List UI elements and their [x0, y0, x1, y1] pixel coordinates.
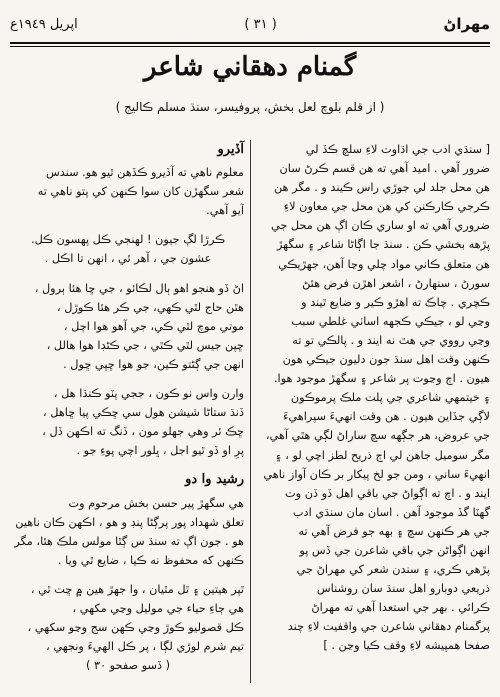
text-line: مگر سوميل جاهن لي اڄ ذريح لطز اچي لو ، ۽ — [275, 448, 490, 462]
editorial-note — [252, 140, 490, 656]
magazine-name: مهراڻ — [443, 15, 490, 33]
header-rule-thin — [10, 46, 490, 47]
poem-2 — [12, 279, 244, 374]
verse-line: هي ڄاءِ حياء جي موليل وڃي مکهي ، — [72, 601, 244, 615]
text-line: صفحا همپيشه لاءِ وقف ڪيا وڃن . ] — [323, 639, 490, 653]
text-line: ذريعي دوبارو اهل سنڌ سان روشناس — [316, 582, 490, 596]
text-line: ۽ خيتمهي شاعري جي پلت ملڪ پرموڪون — [290, 391, 490, 405]
left-column — [12, 140, 244, 687]
page-number: ( ٣١ ) — [244, 16, 277, 32]
issue-date: اپريل ١٩٤٩ع — [10, 16, 78, 32]
verse-line: تيم شرم لوڙي لڳا ، پر ڪل الهيءَ ونجهي ، — [46, 640, 244, 654]
poem-1 — [12, 230, 244, 268]
text-line: وڃي رووي جي هٿ نه ايند و . پالڪي تو ته — [292, 333, 490, 347]
text-line: هيون . اڄ وڃوت پر شاعر ۽ سگهڙ موجود هوا. — [273, 372, 490, 386]
text-line: انهن اڳواڻن جي باقي شاعرن جي ڏس پو — [299, 543, 490, 557]
text-line: ڪرجي ڪارڪنن کي هن محل جي معاون لاءِ — [283, 200, 490, 214]
text-line: [ سنڌي ادب جي اڌاوت لاءِ سلچ ڪڏ لي — [305, 143, 490, 156]
verse-line: پرِ او ڏو ٿيو اجل ، ڀلور اچي پوءِ جو . — [76, 444, 244, 458]
poet-2-intro — [12, 494, 244, 570]
text-line: هن محل جلد لي جوڙي راس ڪيند و . مگر هن — [273, 181, 490, 195]
verse-line: ڪل قصوليو ڪوڙ وڃي ڪهن سج وڃو سکهي ، — [27, 621, 244, 635]
page-header — [10, 6, 490, 42]
verse-line: ڇڪ ئر وهي جهلو مون ، ڏنگ ته اڪهن ڏل ، — [42, 425, 244, 439]
verse-line: اڻ ڏو هنجو اهو ٻال لڪائو ، جي ڇا هئا ٻرول ، — [34, 281, 244, 295]
text-line: ايند و . اچ ته اڳواڻ جي باقي اهل ڏو ڏن وت — [285, 486, 490, 500]
text-line: هو . جون اڳ ته سنڌ س ڳٿا مولس ملڪ هئا، مگر — [14, 534, 244, 548]
verse-line: ڏنڌ ستاڻا شيشن هول سي ڇڪي پيا ڇاهل ، — [43, 406, 244, 420]
verse-line: عشون جي ، آهر ئي ، انهن تا اڪل . — [44, 252, 212, 266]
text-line: ڪنهن که محفوظ نه ڪيا ، ضايع ٿي ويا . — [57, 553, 244, 567]
text-line: معلوم ناهي ته آڏيرو ڪڏهن ٿيو هو. سندس — [45, 166, 244, 180]
text-line: وڃي لو ، جيڪي ڪجهه اساٺي غلطي سبب — [291, 314, 490, 328]
article-title: گمنام دهقاني شاعر — [143, 52, 357, 82]
text-line: ضروري آهي ته او ساري ڪان اڳ هن محل جي — [270, 219, 490, 233]
text-line: جي هر ڪنهن سچ ۽ بهه جو فرض آهي ته — [298, 524, 490, 538]
article-byline: ( از قلم بلوچ لعل بخش، پروفيسر، سنڌ مسلم ڪاليج ) — [115, 100, 385, 114]
verse-line: وارن واس نو ڪون ، ججي پٽو ڪنڌا هل ، — [53, 387, 244, 401]
verse-line: موتي موچ لٿي ڪي، جي آهو هوا اڄل ، — [63, 319, 244, 333]
poet-heading: آڏيرو — [217, 142, 244, 157]
text-line: انهيءَ ساني ، ومن جو لخ پيکار بر ڪان آواز ناهي — [263, 467, 490, 481]
text-line: گهٽا گڏ موجود آهن . اسان مان سنڌي ادب — [292, 505, 490, 519]
text-line: تعلق شهداد پور پرڳڻا پنڊ و هو ، اڪهن ڪان ناهين — [15, 515, 244, 529]
text-line: پڙهه بخشي ڪن . سنڌ جا اڳاڻا شاعر ۽ سگهڙ — [276, 238, 490, 252]
text-line: پرگمنام دهقاني شاعرن جي واقفيت لاءِ چند — [287, 620, 490, 634]
poem-5 — [12, 580, 244, 656]
text-line: سورڻ ، سنهارڻ ، اشعر اهڙن فرض هئڻ — [302, 276, 490, 290]
column-divider — [250, 140, 251, 683]
text-line: پڙهي ڪري، ۽ سندن شعر کي مهراڻ جي — [296, 563, 490, 577]
text-line: ڪرائي . بهر جي استعدا آهي ته مهراڻ — [311, 601, 490, 615]
header-rule-thick — [10, 42, 490, 44]
verse-line: هٿن حاج لٿي ڪهي، جي ڪر هئا ڪوڙل ، — [57, 300, 244, 314]
verse-line: ٿپر هيتين ۽ ٿل مٿيان ، وا جهڙ هين ۾ ڇت ٿي ، — [30, 582, 244, 596]
text-line: لاڳي جڏاين هيون . هن وقت انهيءَ سپراهيءَ — [283, 410, 490, 424]
text-line: ڪچري . چاڪ ته اهڙو ڪير و ضايع ٿيند و — [301, 295, 490, 309]
text-line: جي عروض، هر جڳهه سچ ساراڻ لڳي هٿي آهي، — [265, 429, 490, 443]
text-line: هن متعلق ڪاني مواد چلي وڃا آهن، جهڙيڪي — [278, 257, 490, 271]
verse-line: انهن جي ڳڻتو ڪين، جو هوا ڇپي ڇول . — [63, 357, 244, 371]
continued-note: ( ڏسو صفحو ٣٠ ) — [85, 659, 171, 673]
text-line: ضرور آهي . اميد آهي ته هن قسم ڪرڻ سان — [279, 162, 490, 176]
poet-2-heading: رشيد وا دو — [185, 472, 244, 488]
text-line: آيو آهي. — [206, 204, 244, 218]
verse-line: ڇپن جيس لٿي ڪٿي ، جي ڪڻڊا هوا هالل ، — [46, 338, 244, 352]
right-column — [252, 140, 490, 687]
poem-3 — [12, 384, 244, 460]
text-line: شعر سگهڙن کان سوا ڪنهن کي پتو ناهي ته — [37, 185, 244, 199]
poet-intro — [12, 163, 244, 220]
text-line: هي سگهڙ پير حسن بخش مرحوم وت — [68, 496, 244, 510]
text-line: ڪنهن وقت اهل سنڌ جون دليون جيڪي هون — [282, 353, 490, 367]
verse-line: ڪرڙا لڳ جيون ! لهنجي ڪل پهسون ڪل. — [30, 233, 226, 247]
